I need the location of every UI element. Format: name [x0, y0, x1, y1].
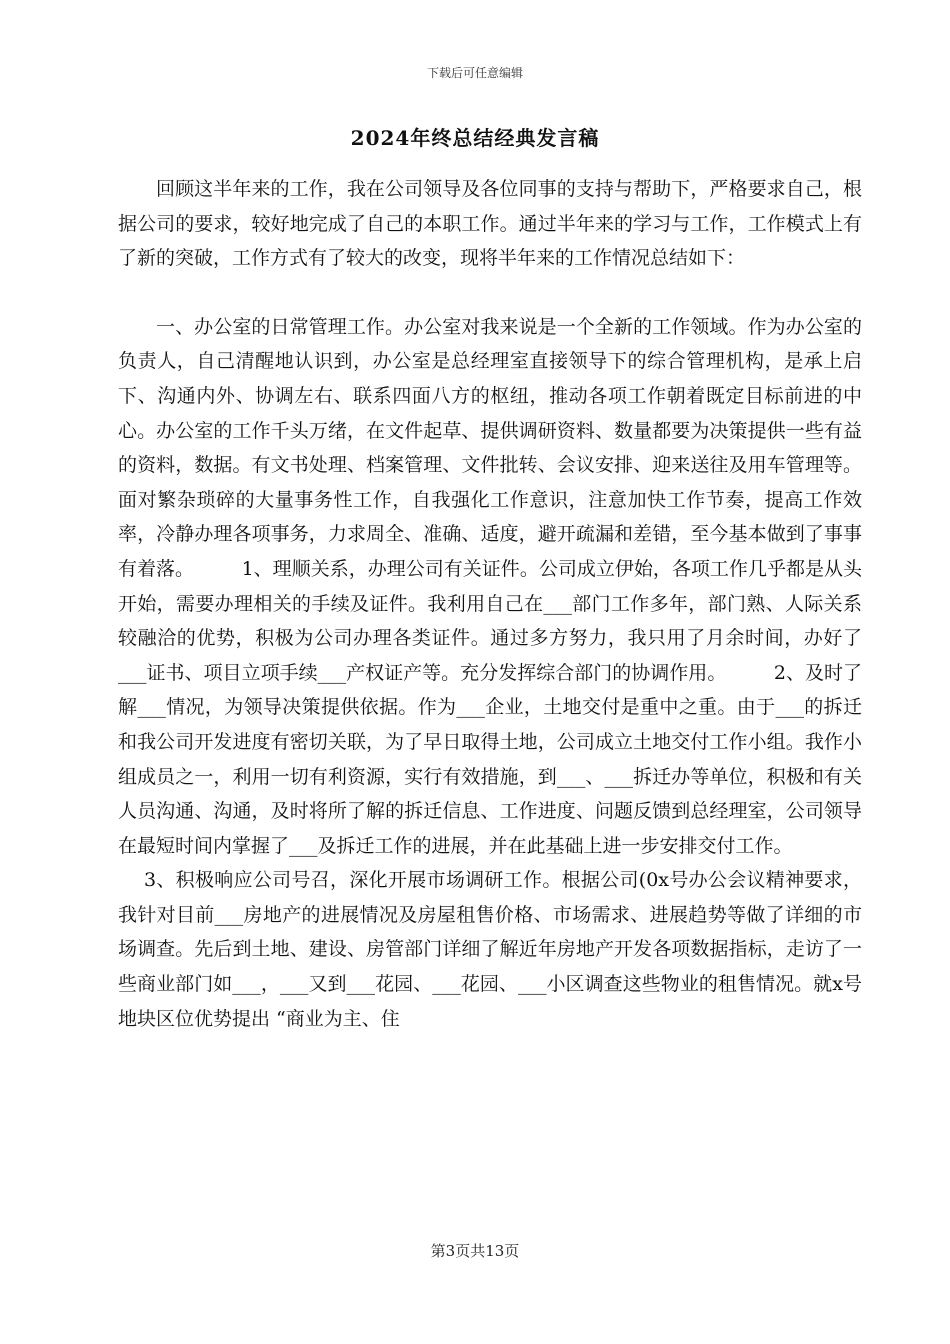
page-number: 第3页共13页	[430, 1242, 520, 1260]
document-body	[118, 172, 862, 1036]
header-note: 下载后可任意编辑	[426, 66, 523, 80]
paragraph-office-management: 一、办公室的日常管理工作。办公室对我来说是一个全新的工作领域。作为办公室的负责人，自己清醒地认识到，办公室是总经理室直接领导下的综合管理机构，是承上启下、沟通内外、协调左右、联系四面八方的枢纽，推动各项工作朝着既定目标前进的中心。办公室的工作千头万绪，在文件起草、提供调研资料、数量都要为决策提供一些有益的资料，数据。有文书处理、档案管理、文件批转、会议安排、迎来送往及用车管理等。面对繁杂琐碎的大量事务性工作，自我强化工作意识，注意加快工作节奏，提高工作效率，冷静办理各项事务，力求周全、准确、适度，避开疏漏和差错，至今基本做到了事事有着落。 1、理顺关系，办理公司有关证件。公司成立伊始，各项工作几乎都是从头开始，需要办理相关的手续及证件。我利用自己在___部门工作多年，部门熟、人际关系较融洽的优势，积极为公司办理各类证件。通过多方努力，我只用了月余时间，办好了___证书、项目立项手续___产权证产等。充分发挥综合部门的协调作用。 2、及时了解___情况，为领导决策提供依据。作为___企业，土地交付是重中之重。由于___的拆迁和我公司开发进度有密切关联，为了早日取得土地，公司成立土地交付工作小组。我作小组成员之一，利用一切有利资源，实行有效措施，到___、___拆迁办等单位，积极和有关人员沟通、沟通，及时将所了解的拆迁信息、工作进度、问题反馈到总经理室，公司领导在最短时间内掌握了___及拆迁工作的进展，并在此基础上进一步安排交付工作。	[118, 315, 862, 857]
paragraph-intro: 回顾这半年来的工作，我在公司领导及各位同事的支持与帮助下，严格要求自己，根据公司的要求，较好地完成了自己的本职工作。通过半年来的学习与工作，工作模式上有了新的突破，工作方式有了较大的改变，现将半年来的工作情况总结如下：	[118, 178, 862, 270]
paragraph-gap	[118, 276, 862, 310]
document-title: 2024年终总结经典发言稿	[350, 126, 600, 150]
paragraph-market-research: 3、积极响应公司号召，深化开展市场调研工作。根据公司(0x号办公会议精神要求，我针对目前___房地产的进展情况及房屋租售价格、市场需求、进展趋势等做了详细的市场调查。先后到土地、建设、房管部门详细了解近年房地产开发各项数据指标，走访了一些商业部门如___，___又到___花园、___花园、___小区调查这些物业的租售情况。就x号地块区位优势提出 “商业为主、住	[118, 869, 862, 1030]
